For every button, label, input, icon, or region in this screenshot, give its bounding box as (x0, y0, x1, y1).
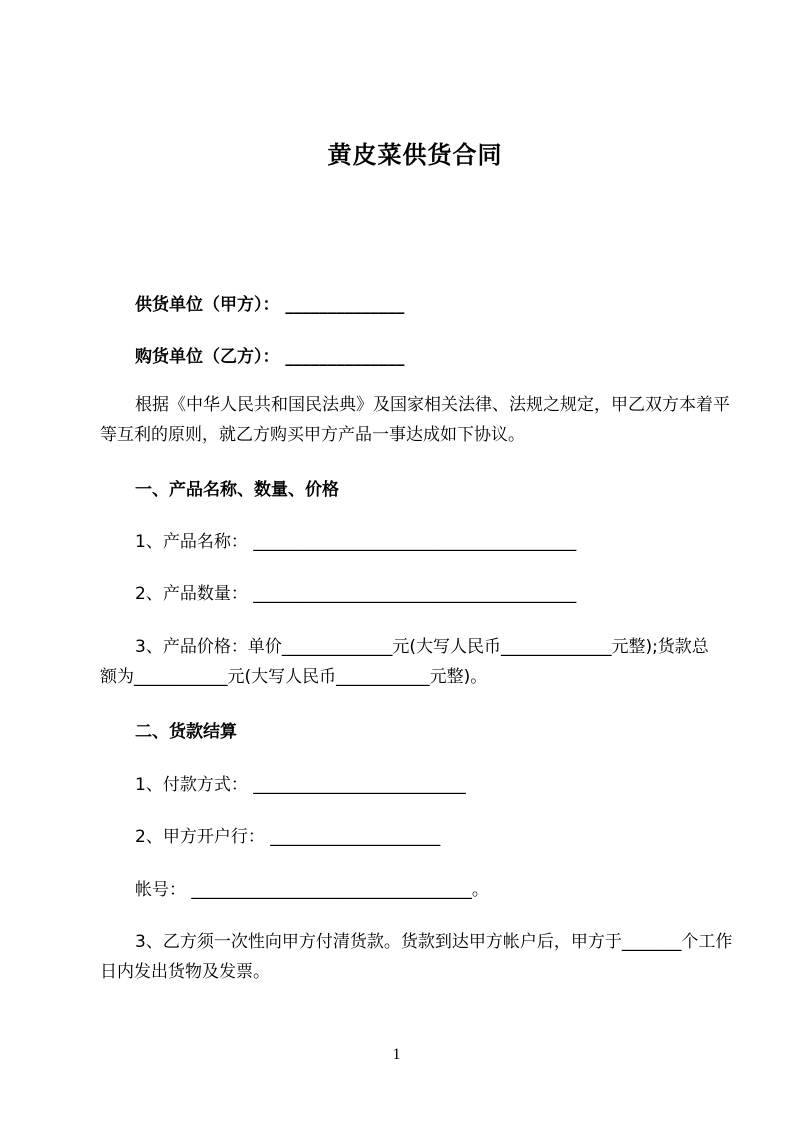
account-number-field: 帐号： _________________________________。 (135, 880, 489, 900)
payment-terms-line-1: 3、乙方须一次性向甲方付清货款。货款到达甲方帐户后，甲方于_______个工作 (135, 932, 733, 952)
product-price-paragraph (100, 632, 730, 692)
buyer-party-field: 购货单位（乙方）： ______________ (135, 347, 405, 367)
bank-field: 2、甲方开户行： ____________________ (135, 827, 441, 847)
intro-line-2: 等互利的原则，就乙方购买甲方产品一事达成如下协议。 (100, 425, 525, 445)
section-1-heading: 一、产品名称、数量、价格 (135, 480, 339, 500)
product-price-line-2: 额为___________元(大写人民币___________元整)。 (100, 667, 488, 687)
payment-terms-paragraph (100, 927, 733, 987)
payment-method-field: 1、付款方式： _________________________ (135, 775, 466, 795)
section-2-heading: 二、货款结算 (135, 722, 237, 742)
supplier-party-field: 供货单位（甲方）： ______________ (135, 295, 405, 315)
intro-line-1: 根据《中华人民共和国民法典》及国家相关法律、法规之规定，甲乙双方本着平 (135, 395, 730, 415)
intro-paragraph (100, 390, 730, 450)
document-title: 黄皮菜供货合同 (327, 141, 503, 169)
product-name-field: 1、产品名称： ______________________________________ (135, 532, 577, 552)
payment-terms-line-2: 日内发出货物及发票。 (100, 962, 270, 982)
product-price-line-1: 3、产品价格：单价_____________元(大写人民币_____________元整);货款总 (135, 637, 709, 657)
page-number: 1 (392, 1046, 401, 1063)
product-quantity-field: 2、产品数量： ______________________________________ (135, 584, 577, 604)
